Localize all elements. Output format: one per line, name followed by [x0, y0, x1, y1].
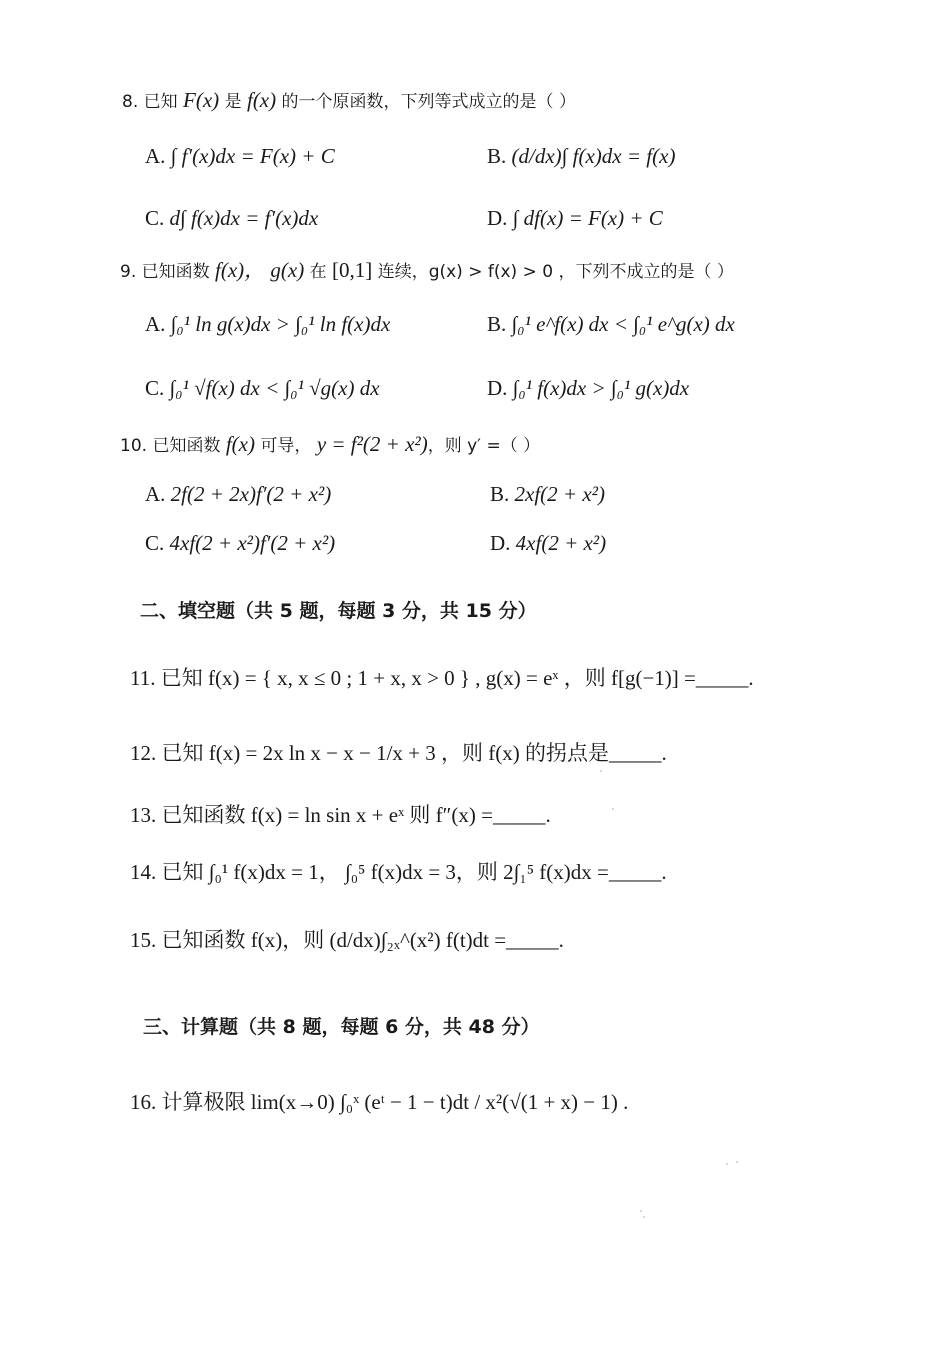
- question-9-option-b: B. ∫₀¹ e^f(x) dx < ∫₀¹ e^g(x) dx: [487, 312, 735, 336]
- scan-speck: [600, 770, 602, 772]
- question-9-option-d: D. ∫₀¹ f(x)dx > ∫₀¹ g(x)dx: [487, 376, 690, 400]
- question-10-stem: 10. 已知函数 f(x) 可导， y = f²(2 + x²)，则 y′ =（ ）: [120, 432, 541, 456]
- question-10-option-a: A. 2f(2 + 2x)f′(2 + x²): [145, 482, 332, 506]
- question-9-option-a: A. ∫₀¹ ln g(x)dx > ∫₀¹ ln f(x)dx: [145, 312, 391, 336]
- question-8-option-b: B. (d/dx)∫ f(x)dx = f(x): [487, 144, 676, 168]
- question-13: 13. 已知函数 f(x) = ln sin x + eˣ 则 f″(x) =_____.: [130, 803, 551, 827]
- scan-speck: [640, 1210, 642, 1212]
- scan-speck: [736, 1161, 738, 1163]
- question-10-option-c: C. 4xf(2 + x²)f′(2 + x²): [145, 531, 336, 555]
- question-8-option-c: C. d∫ f(x)dx = f′(x)dx: [145, 206, 319, 230]
- scan-speck: [726, 1163, 728, 1165]
- question-16: 16. 计算极限 lim(x→0) ∫₀ˣ (eᵗ − 1 − t)dt / x²(√(1 + x) − 1) .: [130, 1090, 629, 1114]
- section-2-title: 二、填空题（共 5 题，每题 3 分，共 15 分）: [140, 600, 537, 622]
- question-14: 14. 已知 ∫₀¹ f(x)dx = 1， ∫₀⁵ f(x)dx = 3，则 2∫₁⁵ f(x)dx =_____.: [130, 860, 667, 884]
- question-9-option-c: C. ∫₀¹ √f(x) dx < ∫₀¹ √g(x) dx: [145, 376, 380, 400]
- question-10-option-d: D. 4xf(2 + x²): [490, 531, 607, 555]
- question-9-stem: 9. 已知函数 f(x)， g(x) 在 [0,1] 连续，g(x) > f(x) > 0 ，下列不成立的是（ ）: [120, 258, 734, 282]
- question-12: 12. 已知 f(x) = 2x ln x − x − 1/x + 3 ，则 f(x) 的拐点是_____.: [130, 741, 667, 765]
- scan-speck: [643, 1216, 645, 1218]
- section-3-title: 三、计算题（共 8 题，每题 6 分，共 48 分）: [143, 1016, 540, 1038]
- question-11: 11. 已知 f(x) = { x, x ≤ 0 ; 1 + x, x > 0 } , g(x) = eˣ ，则 f[g(−1)] =_____.: [130, 666, 754, 690]
- question-10-option-b: B. 2xf(2 + x²): [490, 482, 605, 506]
- question-8-option-a: A. ∫ f′(x)dx = F(x) + C: [145, 144, 335, 168]
- scan-speck: [612, 808, 614, 810]
- question-8-option-d: D. ∫ df(x) = F(x) + C: [487, 206, 663, 230]
- question-8-stem: 8. 已知 F(x) 是 f(x) 的一个原函数，下列等式成立的是（ ）: [122, 88, 576, 112]
- question-15: 15. 已知函数 f(x)，则 (d/dx)∫₂ₓ^(x²) f(t)dt =_____.: [130, 928, 564, 952]
